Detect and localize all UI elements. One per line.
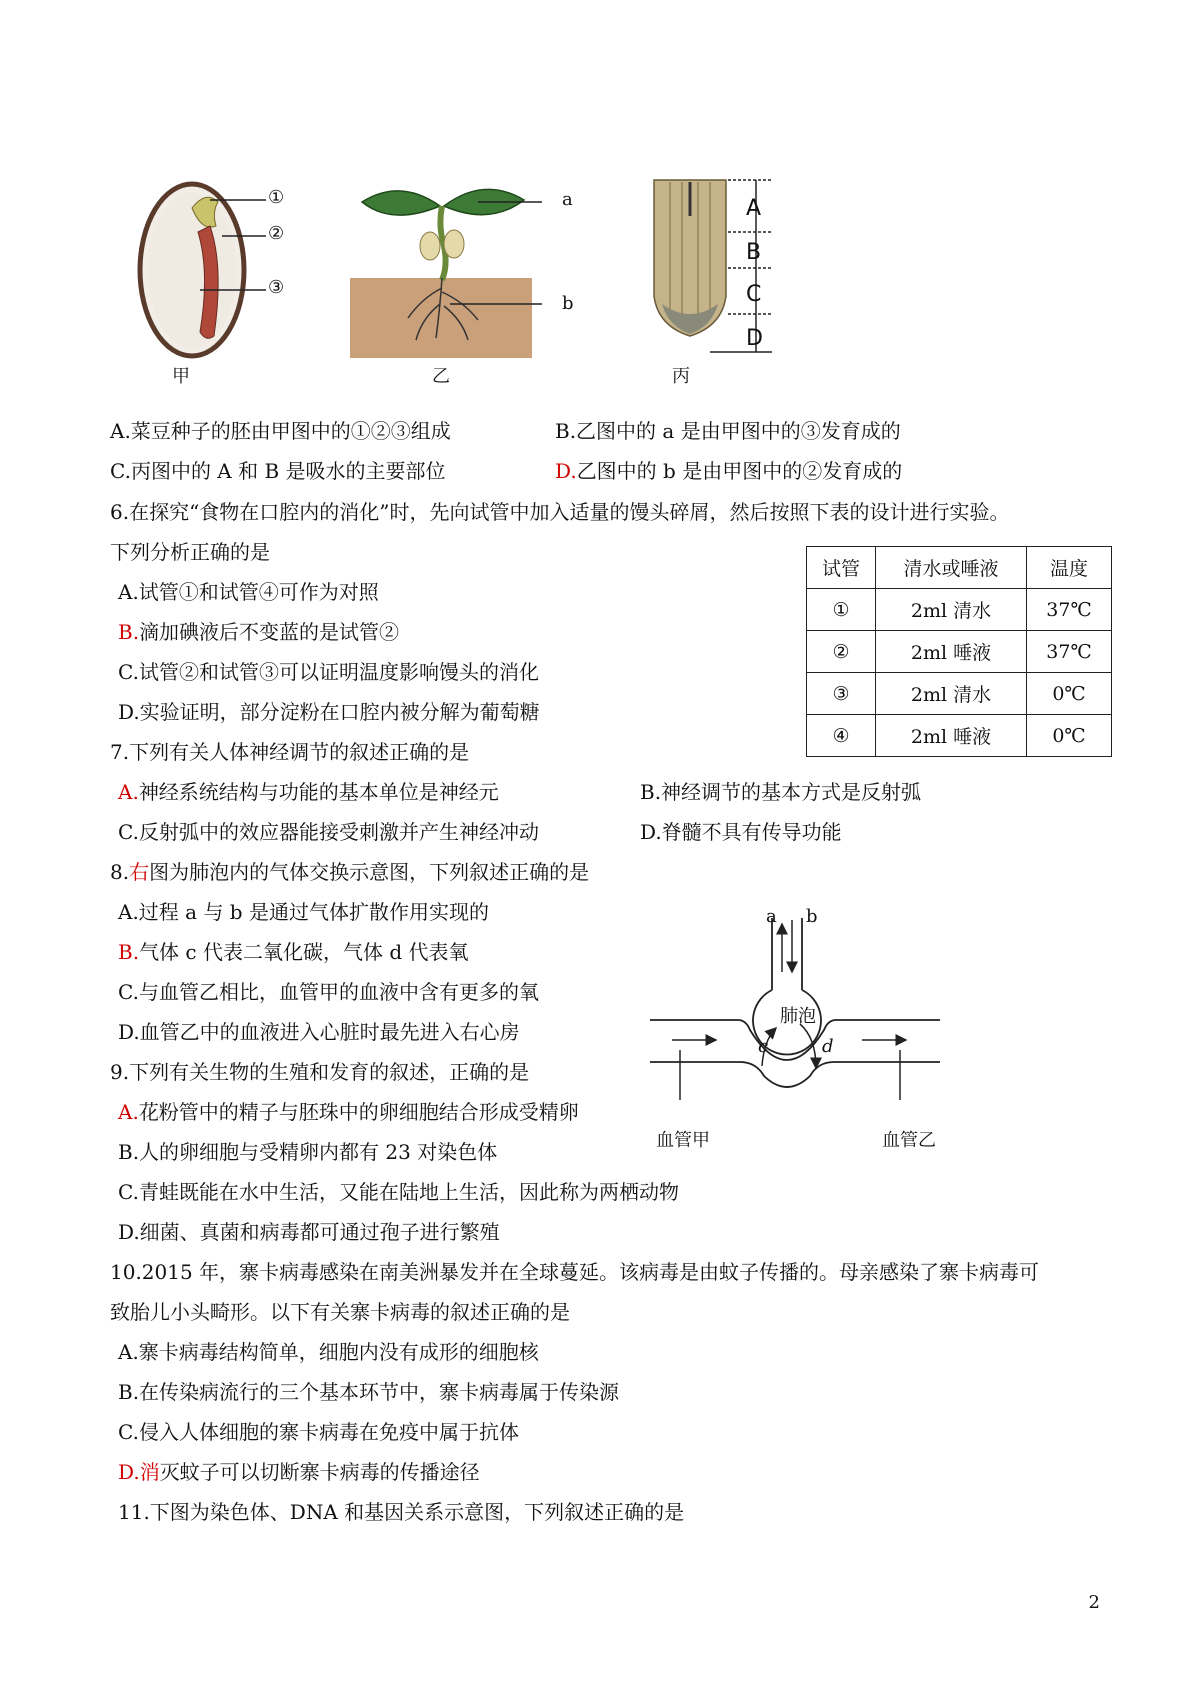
alveolus-figure [650, 900, 950, 1100]
table-cell: 37℃ [1027, 589, 1112, 631]
table-row [807, 631, 1112, 673]
q8-option-b [118, 939, 469, 965]
alveolus-name: 肺泡 [780, 1006, 816, 1027]
q6-option-b-letter: B. [118, 620, 140, 644]
q6-option-a: A.试管①和试管④可作为对照 [118, 580, 379, 604]
q11-stem: 11.下图为染色体、DNA 和基因关系示意图，下列叙述正确的是 [118, 1500, 685, 1524]
table-cell: ④ [807, 715, 876, 757]
q7-option-d: D.脊髓不具有传导功能 [640, 820, 842, 844]
table-cell: 0℃ [1027, 673, 1112, 715]
q8-option-b-letter: B. [118, 940, 140, 964]
seed-marker-1: ① [268, 187, 285, 208]
cotyledon-right [444, 230, 464, 258]
table-header-liquid: 清水或唾液 [876, 547, 1027, 589]
alveolus-label-b: b [806, 906, 818, 927]
alveolus-label-a: a [766, 906, 777, 927]
alveolus-label-c: c [758, 1036, 769, 1057]
seedling-marker-b: b [562, 293, 574, 314]
seedling-figure-yi [350, 180, 570, 360]
q6-option-b [118, 619, 399, 645]
table-cell: 2ml 唾液 [876, 631, 1027, 673]
table-cell: 0℃ [1027, 715, 1112, 757]
root-zone-D: D [746, 326, 763, 351]
table-cell: 2ml 清水 [876, 673, 1027, 715]
q7-option-a [118, 779, 499, 805]
table-row [807, 673, 1112, 715]
table-cell: ① [807, 589, 876, 631]
seedling-marker-a: a [562, 189, 573, 210]
q8-option-d: D.血管乙中的血液进入心脏时最先进入右心房 [118, 1020, 520, 1044]
q10-option-d-letter: D. [118, 1460, 140, 1484]
q7-option-a-text: 神经系统结构与功能的基本单位是神经元 [138, 780, 499, 804]
q9-option-a [118, 1099, 579, 1125]
q9-option-d: D.细菌、真菌和病毒都可通过孢子进行繁殖 [118, 1220, 500, 1244]
q5-option-d-text: 乙图中的 b 是由甲图中的②发育成的 [576, 459, 903, 483]
figure-label-bing: 丙 [672, 366, 690, 387]
alveolus-label-d: d [822, 1036, 834, 1057]
table-cell: ③ [807, 673, 876, 715]
q6-stem-line2: 下列分析正确的是 [110, 540, 270, 564]
table-row [807, 589, 1112, 631]
root-zone-C: C [746, 282, 762, 307]
q6-option-c: C.试管②和试管③可以证明温度影响馒头的消化 [118, 660, 539, 684]
figure-label-jia: 甲 [172, 366, 190, 387]
vessel-yi-label: 血管乙 [882, 1130, 936, 1151]
q10-option-c: C.侵入人体细胞的寨卡病毒在免疫中属于抗体 [118, 1420, 519, 1444]
table-cell: ② [807, 631, 876, 673]
seed-cotyledon [148, 192, 236, 348]
seed-marker-3: ③ [268, 277, 285, 298]
q7-option-c: C.反射弧中的效应器能接受刺激并产生神经冲动 [118, 820, 539, 844]
table-header-tube: 试管 [807, 547, 876, 589]
q8-stem-red: 右 [129, 860, 150, 884]
q8-option-a: A.过程 a 与 b 是通过气体扩散作用实现的 [118, 900, 489, 924]
leaf-left [362, 191, 440, 215]
q10-option-a: A.寨卡病毒结构简单，细胞内没有成形的细胞核 [118, 1340, 539, 1364]
q6-stem-line1: 6.在探究“食物在口腔内的消化”时，先向试管中加入适量的馒头碎屑，然后按照下表的设计进行实验。 [110, 500, 1010, 524]
q6-experiment-table [806, 546, 1112, 757]
table-cell: 37℃ [1027, 631, 1112, 673]
table-cell: 2ml 唾液 [876, 715, 1027, 757]
q9-option-a-text: 花粉管中的精子与胚珠中的卵细胞结合形成受精卵 [138, 1100, 579, 1124]
q8-stem [110, 859, 589, 885]
q10-option-b: B.在传染病流行的三个基本环节中，寨卡病毒属于传染源 [118, 1380, 620, 1404]
q5-option-c: C.丙图中的 A 和 B 是吸水的主要部位 [110, 459, 446, 483]
root-zone-A: A [746, 196, 762, 221]
q7-option-b: B.神经调节的基本方式是反射弧 [640, 780, 922, 804]
q8-option-c: C.与血管乙相比，血管甲的血液中含有更多的氧 [118, 980, 539, 1004]
q5-option-d [555, 458, 902, 484]
table-cell: 2ml 清水 [876, 589, 1027, 631]
q6-option-b-text: 滴加碘液后不变蓝的是试管② [139, 620, 400, 644]
q5-option-b: B.乙图中的 a 是由甲图中的③发育成的 [555, 419, 901, 443]
table-row [807, 715, 1112, 757]
q9-option-a-letter: A. [118, 1100, 139, 1124]
seed-marker-2: ② [268, 223, 285, 244]
page-number: 2 [1088, 1592, 1100, 1613]
q9-option-c: C.青蛙既能在水中生活，又能在陆地上生活，因此称为两栖动物 [118, 1180, 679, 1204]
q5-option-a: A.菜豆种子的胚由甲图中的①②③组成 [110, 419, 451, 443]
root-tip-figure-bing [640, 176, 790, 358]
vessel-jia-label: 血管甲 [656, 1130, 710, 1151]
root-zone-B: B [746, 240, 762, 265]
q6-option-d: D.实验证明，部分淀粉在口腔内被分解为葡萄糖 [118, 700, 540, 724]
q10-option-d-red: 消 [139, 1460, 160, 1484]
q8-option-b-text: 气体 c 代表二氧化碳，气体 d 代表氧 [139, 940, 469, 964]
q7-stem: 7.下列有关人体神经调节的叙述正确的是 [110, 740, 470, 764]
q9-stem: 9.下列有关生物的生殖和发育的叙述，正确的是 [110, 1060, 530, 1084]
q7-option-a-letter: A. [118, 780, 139, 804]
figure-label-yi: 乙 [432, 366, 450, 387]
q10-option-d [118, 1459, 480, 1485]
q8-stem-num: 8. [110, 860, 130, 884]
q9-option-b: B.人的卵细胞与受精卵内都有 23 对染色体 [118, 1140, 498, 1164]
q10-stem-line1: 10.2015 年，寨卡病毒感染在南美洲暴发并在全球蔓延。该病毒是由蚊子传播的。母亲感染了寨卡病毒可 [110, 1260, 1040, 1284]
table-header-row [807, 547, 1112, 589]
q10-option-d-text: 灭蚊子可以切断寨卡病毒的传播途径 [159, 1460, 480, 1484]
q8-stem-rest: 图为肺泡内的气体交换示意图，下列叙述正确的是 [149, 860, 590, 884]
table-header-temp: 温度 [1027, 547, 1112, 589]
q10-stem-line2: 致胎儿小头畸形。以下有关寨卡病毒的叙述正确的是 [110, 1300, 570, 1324]
cotyledon-left [420, 232, 440, 260]
q5-option-d-letter: D. [555, 459, 577, 483]
